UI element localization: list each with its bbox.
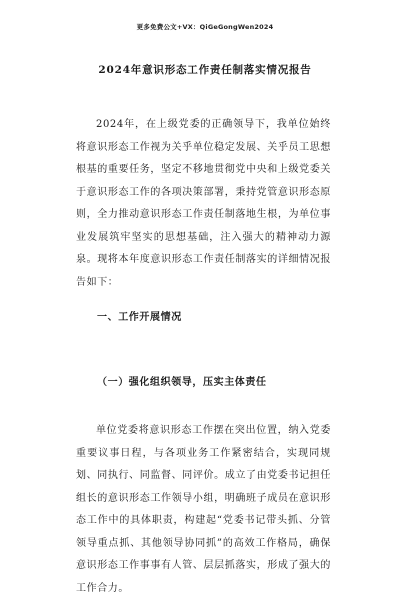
header-note: 更多免费公文+VX：QiGeGongWen2024 (136, 23, 274, 31)
intro-paragraph: 2024年，在上级党委的正确领导下，我单位始终将意识形态工作视为关乎单位稳定发展、关乎员工思想根基的重要任务，坚定不移地贯彻党中央和上级党委关于意识形态工作的各项决策部署，秉持党管意识形态原则，全力推动意识形态工作责任制落地生根，为单位事业发展筑牢坚实的思想基础，注入强大的精神动力源泉。现将本年度意识形态工作责任制落实的详细情况报告如下： (76, 119, 331, 288)
document-title: 2024年意识形态工作责任制落实情况报告 (98, 64, 312, 76)
section-heading-1: 一、工作开展情况 (97, 312, 182, 323)
subsection-heading-1: （一）强化组织领导，压实主体责任 (97, 377, 267, 388)
section1-paragraph: 单位党委将意识形态工作摆在突出位置，纳入党委重要议事日程，与各项业务工作紧密结合，实现同规划、同执行、同监督、同评价。成立了由党委书记担任组长的意识形态工作领导小组，明确班子成员在意识形态工作中的具体职责，构建起“党委书记带头抓、分管领导重点抓、其他领导协同抓”的高效工作格局，确保意识形态工作事事有人管、层层抓落实，形成了强大的工作合力。 (76, 425, 331, 594)
